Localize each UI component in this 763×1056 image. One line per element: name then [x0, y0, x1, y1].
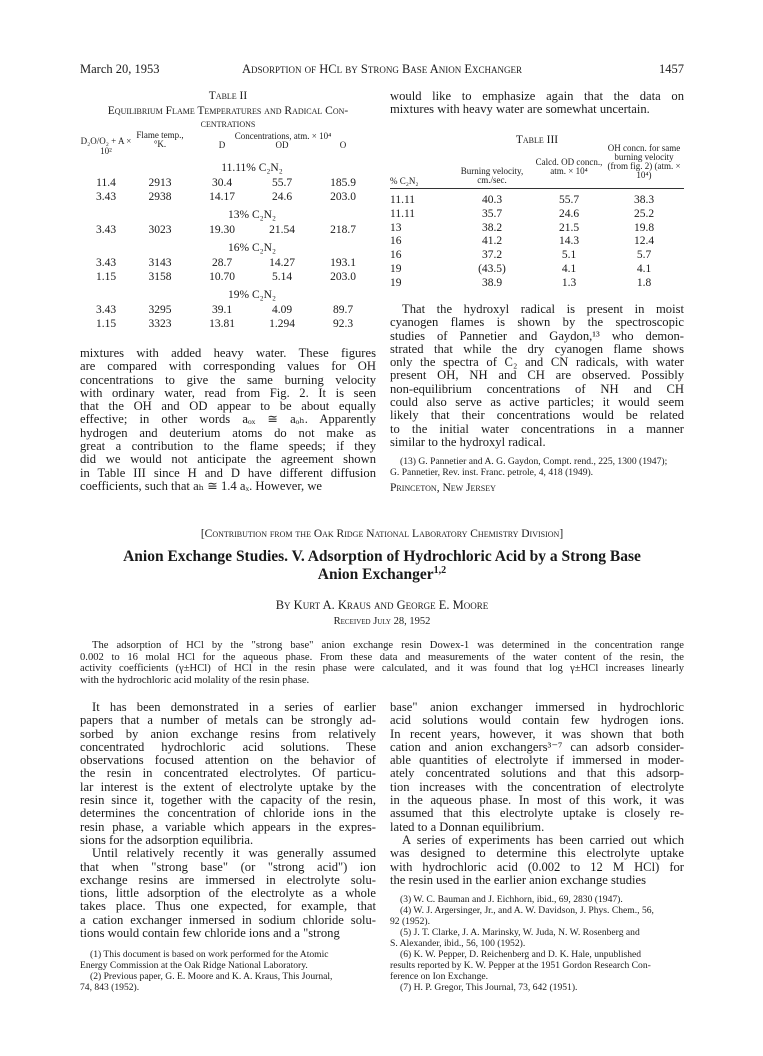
table-2-cell: 185.9: [330, 177, 356, 189]
left-para-line: hydrogen and deuterium atoms do not make as: [80, 425, 376, 440]
left-para-line: great a contribution to the flame speeds; if they: [80, 439, 376, 454]
table-3-cell: 11.11: [390, 194, 416, 206]
table-3-cell: 16: [390, 249, 402, 262]
body-left-line: observations focused attention on the behavior of: [80, 753, 376, 768]
footnote-right-line: (3) W. C. Bauman and J. Eichhorn, ibid., 69, 2830 (1947).: [400, 894, 623, 905]
right-para2-line: likely that their concentrations would be related: [390, 408, 684, 423]
table-3-col2-head: Burning velocity, cm./sec.: [460, 166, 524, 185]
header-date: March 20, 1953: [80, 62, 160, 76]
table-2-col3-head: D: [218, 140, 226, 150]
footnotes-right: [390, 894, 684, 993]
footnote-right-line: ference on Ion Exchange.: [390, 971, 489, 982]
footnote-right-line: (4) W. J. Argersinger, Jr., and A. W. Davidson, J. Phys. Chem., 56,: [400, 905, 654, 916]
table-2-cell: 89.7: [332, 304, 354, 316]
table-2-cell: 3.43: [95, 224, 117, 236]
right-para2-line: to the initial water concentrations in a manner: [390, 421, 684, 436]
table-2-cell: 30.4: [211, 177, 233, 189]
body-right-column: [390, 701, 684, 887]
table-2-cell: 55.7: [271, 177, 293, 189]
table-3-cell: 1.3: [561, 276, 577, 289]
header-page-number: 1457: [659, 62, 684, 76]
authors: By Kurt A. Kraus and George E. Moore: [275, 598, 489, 612]
table-2-cell: 3.43: [95, 191, 117, 203]
table-3-cell: 11.11: [390, 207, 416, 220]
body-left-line: the resin in concentrated electrolytes. Of particu-: [80, 766, 376, 781]
table-2-cell: 19.30: [209, 224, 235, 236]
table-2-col1-head: D₂O/O₂ + A × 10²: [80, 136, 132, 156]
footnote-right-line: results reported by K. W. Pepper at the 1951 Gordon Research Con-: [390, 960, 651, 971]
body-left-line: that when "strong base" (or "strong acid") ion: [80, 859, 376, 874]
table-3-cell: 5.1: [561, 249, 577, 262]
abstract-line: The adsorption of HCl by the "strong base" anion exchange resin Dowex-1 was determined in the concentration range: [92, 640, 684, 651]
right-para2-line: non-equilibrium concentrations of NH and CH: [390, 381, 684, 396]
table-3-col1-head: % C₂N₂: [390, 176, 419, 186]
table-2-cell: 5.14: [271, 271, 293, 283]
table-3-cell: 37.2: [481, 249, 503, 262]
table-2-cell: 21.54: [269, 224, 295, 236]
table-3-cell: 24.6: [558, 207, 580, 220]
body-left-line: takes place. Thus one expected, for example, that: [80, 899, 376, 914]
right-para2-line: strated that while the dry cyanogen flame shows: [390, 341, 684, 356]
place-line: Princeton, New Jersey: [390, 482, 496, 494]
table-3-cell: 4.1: [636, 263, 652, 275]
left-para-line: concentrations to give the same burning velocity: [80, 372, 376, 387]
table-3-cell: 41.2: [481, 235, 503, 248]
body-right-line: able quantities of electrolyte if immersed in moder-: [390, 753, 684, 768]
body-left-line: concentrated hydrochloric acid solutions. These: [80, 739, 376, 754]
footnote-13: (13) G. Pannetier and A. G. Gaydon, Compt. rend., 225, 1300 (1947); G. Pannetier, Rev. inst. Franc. petrole, 4, 418 (1949).: [390, 456, 668, 478]
table-2-conc-head: Concentrations, atm. × 10⁴: [234, 131, 332, 141]
footnote-right-line: (5) J. T. Clarke, J. A. Marinsky, W. Juda, N. W. Rosenberg and: [400, 927, 640, 938]
body-left-line: resin phase, a variable which appears in the expres-: [80, 819, 376, 834]
left-para-line: mixtures with added heavy water. These figures: [80, 346, 376, 360]
table-3-col4-head: OH concn. for same burning velocity (from fig. 2) (atm. × 10⁴): [607, 143, 681, 180]
left-top-paragraph: [80, 347, 376, 493]
table-2-cell: 14.27: [269, 257, 295, 269]
table-3-cell: 12.4: [633, 235, 655, 248]
abstract: [80, 640, 684, 686]
table-2-title: Equilibrium Flame Temperatures and Radical Con- centrations: [107, 105, 349, 130]
table-3-cell: 14.3: [558, 235, 580, 248]
table-2-cell: 203.0: [330, 271, 356, 283]
table-2-cell: 10.70: [209, 271, 235, 283]
footnote-left-line: (1) This document is based on work performed for the Atomic: [90, 949, 329, 960]
footnote-left-line: 74, 843 (1952).: [80, 982, 140, 993]
abstract-line: 0.002 to 16 molal HCl for the aqueous phase. From these data and measurements of the water content of the resin, the: [80, 651, 684, 663]
right-para2-line: only the spectra of C₂ and CN radicals, with water: [390, 355, 684, 370]
left-para-line: coefficients, such that aₕ ≅ 1.4 aₓ. However, we: [80, 478, 323, 493]
table-3-cell: 38.2: [481, 221, 503, 234]
table-3-cell: 4.1: [561, 263, 577, 275]
table-3-cell: 40.3: [481, 194, 503, 206]
table-2-cell: 24.6: [271, 191, 293, 203]
table-3-cell: 25.2: [633, 207, 655, 220]
table-2-col5-head: O: [339, 140, 347, 150]
footnote-left-line: (2) Previous paper, G. E. Moore and K. A. Kraus, This Journal,: [90, 971, 333, 982]
table-3-label: Table III: [515, 134, 559, 146]
table-2-group-label: 11.11% C₂N₂: [221, 162, 283, 174]
table-3-col3-head: Calcd. OD concn., atm. × 10⁴: [535, 157, 603, 176]
body-left-line: sorbed by anion exchange resins from relatively: [80, 726, 376, 741]
body-left-line: sions for the adsorption equilibria.: [80, 832, 254, 847]
table-2-cell: 1.15: [95, 271, 117, 283]
table-2-group-label: 19% C₂N₂: [228, 289, 276, 301]
footnote-right-line: 92 (1952).: [390, 916, 430, 927]
body-right-line: A series of experiments has been carried out which: [402, 832, 684, 847]
table-2-col4-head: OD: [275, 140, 289, 150]
body-right-line: assumed that this electrolyte uptake is closely re-: [390, 806, 684, 821]
body-left-line: resin since it, together with the capacity of the resin,: [80, 793, 376, 808]
footnote-right-line: (6) K. W. Pepper, D. Reichenberg and D. K. Hale, unpublished: [400, 949, 642, 960]
table-2-cell: 3323: [148, 318, 172, 330]
table-2-cell: 3158: [148, 271, 172, 283]
left-para-line: in Table III since H and D have different diffusion: [80, 465, 376, 480]
body-left-line: papers that a number of metals can be strongly ad-: [80, 713, 376, 728]
body-left-line: exchange resins are immersed in electrolyte solu-: [80, 872, 376, 887]
table-3-cell: 13: [390, 221, 402, 234]
body-right-line: with hydrochloric acid (0.002 to 12 M HCl) for: [390, 859, 684, 874]
table-2-cell: 3295: [148, 304, 172, 316]
table-2-cell: 3143: [148, 257, 172, 269]
table-3-cell: 19: [390, 263, 402, 275]
left-para-line: effective; in other words aₒₓ ≅ aₒₕ. Apparently: [80, 412, 376, 427]
abstract-line: activity coefficients (γ±HCl) of HCl in the resin phase were calculated, and it was found that log γ±HCl increases linearly: [80, 663, 684, 674]
footnote-right-line: S. Alexander, ibid., 56, 100 (1952).: [390, 938, 526, 949]
table-2-cell: 13.81: [209, 318, 235, 330]
left-para-line: are compared with corresponding values for OH: [80, 359, 376, 374]
abstract-line: with the hydrochloric acid molality of the resin phase.: [80, 674, 310, 686]
table-2-cell: 193.1: [330, 257, 356, 269]
right-paragraph-hydroxyl: [390, 303, 684, 449]
table-2-cell: 218.7: [330, 224, 356, 236]
article-title: Anion Exchange Studies. V. Adsorption of Hydrochloric Acid by a Strong Base Anion Exchanger$^{1,2}$: [123, 548, 641, 583]
table-3-cell: 38.9: [481, 276, 503, 289]
body-right-line: was designed to determine this electrolyte uptake: [390, 846, 684, 861]
right-para2-line: studies of Pannetier and Gaydon,¹³ who demon-: [390, 328, 684, 343]
body-right-line: ately concentrated solutions and that this adsorp-: [390, 766, 684, 781]
body-right-line: the resin used in the earlier anion exchange studies: [390, 872, 646, 887]
table-3-cell: 16: [390, 235, 402, 248]
body-left-line: a cation exchanger inmersed in sodium chloride solu-: [80, 912, 376, 927]
contribution-line: [Contribution from the Oak Ridge National Laboratory Chemistry Division]: [200, 528, 564, 540]
table-2-cell: 2938: [148, 191, 172, 203]
received-date: Received July 28, 1952: [333, 616, 431, 627]
footnotes-left: [80, 949, 376, 993]
body-left-line: tions, little adsorption of the electrolyte as a whole: [80, 886, 376, 901]
footnote-left-line: Energy Commission at the Oak Ridge National Laboratory.: [80, 960, 308, 971]
table-2-cell: 3023: [148, 224, 172, 236]
table-2-cell: 14.17: [209, 191, 235, 203]
body-right-line: base" anion exchanger immersed in hydrochloric: [390, 700, 684, 714]
table-2: [80, 90, 376, 340]
running-header: [80, 62, 684, 78]
right-para2-line: cyanogen flames is shown by the spectroscopic: [390, 315, 684, 330]
table-2-cell: 1.294: [269, 318, 295, 330]
table-3-cell: 19.8: [633, 221, 655, 234]
table-2-cell: 3.43: [95, 304, 117, 316]
table-2-cell: 92.3: [332, 318, 354, 330]
table-3-cell: 35.7: [481, 207, 503, 220]
table-2-cell: 3.43: [95, 257, 117, 269]
table-3-cell: 55.7: [558, 194, 580, 206]
table-2-group-label: 16% C₂N₂: [228, 242, 276, 254]
body-right-line: in the aqueous phase. In most of this work, it was: [390, 793, 684, 808]
body-right-line: cation and anion exchangers³⁻⁷ can adsorb consider-: [390, 739, 684, 754]
body-right-line: acid solutions would contain few hydrogen ions.: [390, 713, 684, 728]
body-left-line: lar interest is the extent of electrolyte uptake by the: [80, 779, 376, 794]
body-left-line: Until relatively recently it was generally assumed: [92, 846, 376, 861]
body-left-line: determines the concentration of chloride ions in the: [80, 806, 376, 821]
right-top-paragraph: would like to emphasize again that the data on mixtures with heavy water are somewhat uncertain.: [390, 89, 684, 117]
table-3-cell: 5.7: [636, 249, 652, 262]
table-2-cell: 4.09: [271, 304, 293, 316]
table-2-label: Table II: [208, 90, 248, 102]
table-2-cell: 39.1: [211, 304, 233, 316]
table-2-cell: 11.4: [96, 177, 116, 189]
table-2-cell: 28.7: [211, 257, 233, 269]
table-3-cell: (43.5): [478, 263, 506, 275]
body-left-line: tions would contain few chloride ions and a "strong: [80, 926, 340, 941]
left-para-line: did we would not anticipate the agreement shown: [80, 452, 376, 467]
right-para2-line: That the hydroxyl radical is present in moist: [402, 302, 684, 316]
right-para2-line: similar to the hydroxyl radical.: [390, 434, 546, 449]
left-para-line: with ordinary water, read from Fig. 2. It is seen: [80, 385, 376, 400]
body-right-line: tion increases with the concentration of electrolyte: [390, 779, 684, 794]
body-left-column: [80, 701, 376, 940]
left-para-line: that the OH and OD appear to be about equally: [80, 399, 376, 414]
header-title: Adsorption of HCl by Strong Base Anion Exchanger: [241, 62, 523, 76]
body-right-line: In recent years, however, it was shown that both: [390, 726, 684, 741]
table-3-cell: 19: [390, 276, 402, 289]
table-2-group-label: 13% C₂N₂: [228, 209, 276, 221]
table-3-cell: 1.8: [636, 276, 652, 289]
table-2-cell: 203.0: [330, 191, 356, 203]
right-para2-line: present OH, NH and CH are observed. Possibly: [390, 368, 684, 383]
table-2-cell: 2913: [148, 177, 172, 189]
table-3: [390, 126, 684, 296]
body-left-line: It has been demonstrated in a series of earlier: [92, 700, 376, 714]
table-3-rule: [390, 188, 684, 189]
body-right-line: lated to a Donnan equilibrium.: [390, 819, 545, 834]
table-3-cell: 38.3: [633, 194, 655, 206]
right-para2-line: could also serve as active particles; it would seem: [390, 395, 684, 410]
footnote-right-line: (7) H. P. Gregor, This Journal, 73, 642 (1951).: [400, 982, 578, 993]
table-2-col2-head: Flame temp., °K.: [136, 130, 184, 149]
table-2-cell: 1.15: [95, 318, 117, 330]
table-3-cell: 21.5: [558, 221, 580, 234]
